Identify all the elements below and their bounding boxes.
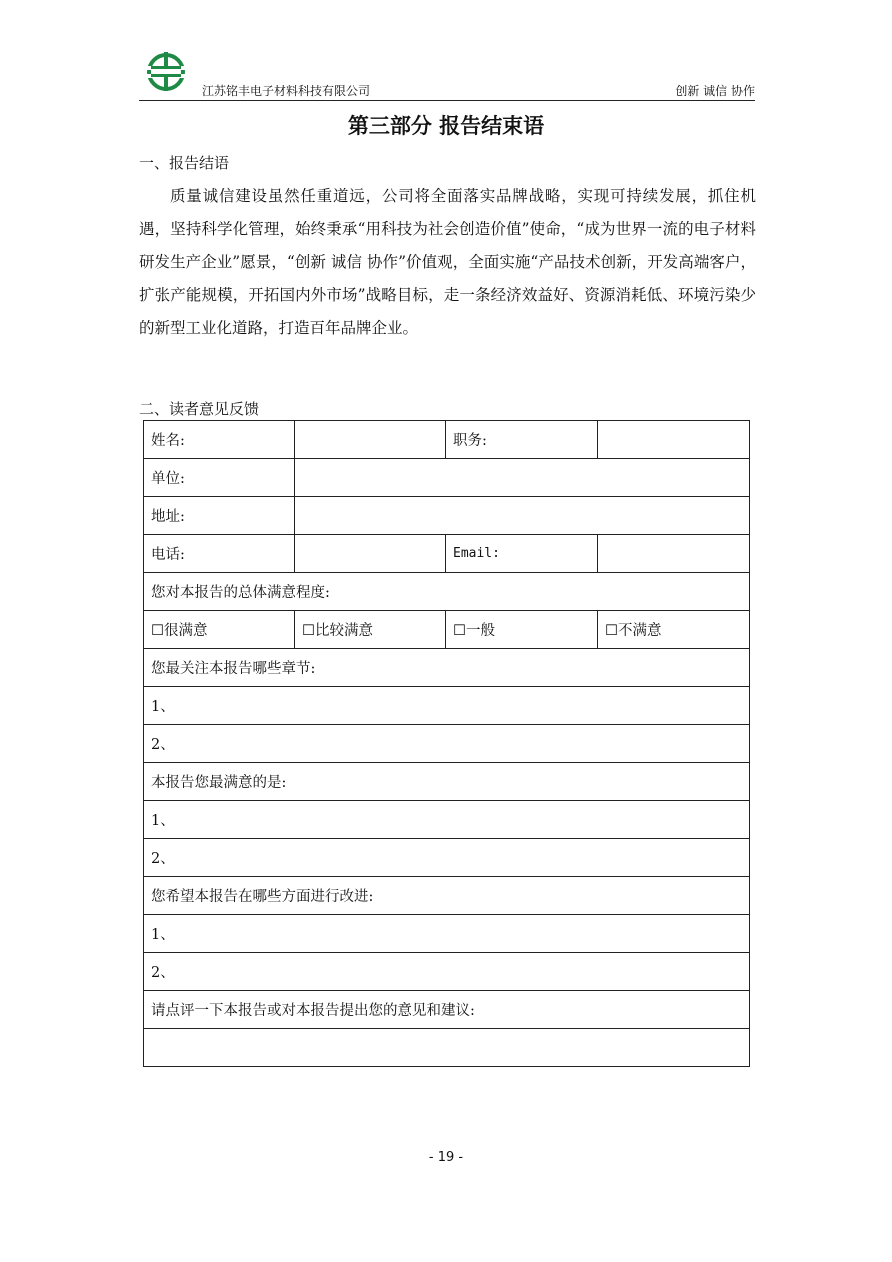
address-field[interactable] xyxy=(295,497,750,535)
comments-question: 请点评一下本报告或对本报告提出您的意见和建议: xyxy=(144,991,750,1029)
option-fairly-satisfied-checkbox[interactable]: ☐比较满意 xyxy=(295,611,446,649)
table-row xyxy=(144,535,750,573)
feedback-form-table xyxy=(143,420,750,1067)
page-header xyxy=(139,44,755,102)
table-row xyxy=(144,991,750,1029)
chapters-answer-2[interactable]: 2、 xyxy=(144,725,750,763)
name-label: 姓名: xyxy=(144,421,295,459)
email-label: Email: xyxy=(446,535,598,573)
table-row xyxy=(144,915,750,953)
option-average-checkbox[interactable]: ☐一般 xyxy=(446,611,598,649)
table-row xyxy=(144,421,750,459)
header-divider xyxy=(139,100,755,101)
comments-field[interactable] xyxy=(144,1029,750,1067)
phone-label: 电话: xyxy=(144,535,295,573)
chapters-question: 您最关注本报告哪些章节: xyxy=(144,649,750,687)
company-name: 江苏铭丰电子材料科技有限公司 xyxy=(202,84,371,98)
name-field[interactable] xyxy=(295,421,446,459)
section-heading-feedback: 二、读者意见反馈 xyxy=(139,400,260,418)
unit-field[interactable] xyxy=(295,459,750,497)
improve-question: 您希望本报告在哪些方面进行改进: xyxy=(144,877,750,915)
phone-field[interactable] xyxy=(295,535,446,573)
table-row xyxy=(144,573,750,611)
table-row xyxy=(144,649,750,687)
chapters-answer-1[interactable]: 1、 xyxy=(144,687,750,725)
table-row xyxy=(144,763,750,801)
table-row xyxy=(144,839,750,877)
table-row xyxy=(144,725,750,763)
improve-answer-1[interactable]: 1、 xyxy=(144,915,750,953)
option-unsatisfied-checkbox[interactable]: ☐不满意 xyxy=(598,611,750,649)
address-label: 地址: xyxy=(144,497,295,535)
section-heading-conclusion: 一、报告结语 xyxy=(139,154,230,172)
improve-answer-2[interactable]: 2、 xyxy=(144,953,750,991)
page-title: 第三部分 报告结束语 xyxy=(347,114,545,138)
table-row xyxy=(144,459,750,497)
table-row xyxy=(144,687,750,725)
table-row xyxy=(144,877,750,915)
table-row xyxy=(144,497,750,535)
conclusion-paragraph: 质量诚信建设虽然任重道远，公司将全面落实品牌战略，实现可持续发展，抓住机遇，坚持科学化管理，始终秉承“用科技为社会创造价值”使命，“成为世界一流的电子材料研发生产企业”愿景，“创新 诚信 协作”价值观，全面实施“产品技术创新，开发高端客户，扩张产能规模，开拓国内外市场”战略目标，走一条经济效益好、资源消耗低、环境污染少的新型工业化道路，打造百年品牌企业。 xyxy=(139,187,756,337)
satisfied-answer-1[interactable]: 1、 xyxy=(144,801,750,839)
table-row xyxy=(144,1029,750,1067)
position-field[interactable] xyxy=(598,421,750,459)
email-field[interactable] xyxy=(598,535,750,573)
table-row xyxy=(144,953,750,991)
page-number: - 19 - xyxy=(428,1150,464,1165)
table-row xyxy=(144,801,750,839)
unit-label: 单位: xyxy=(144,459,295,497)
satisfaction-question: 您对本报告的总体满意程度: xyxy=(144,573,750,611)
company-logo-icon xyxy=(145,50,187,98)
position-label: 职务: xyxy=(446,421,598,459)
table-row xyxy=(144,611,750,649)
satisfied-answer-2[interactable]: 2、 xyxy=(144,839,750,877)
satisfied-question: 本报告您最满意的是: xyxy=(144,763,750,801)
option-very-satisfied-checkbox[interactable]: ☐很满意 xyxy=(144,611,295,649)
company-slogan: 创新 诚信 协作 xyxy=(675,84,755,98)
